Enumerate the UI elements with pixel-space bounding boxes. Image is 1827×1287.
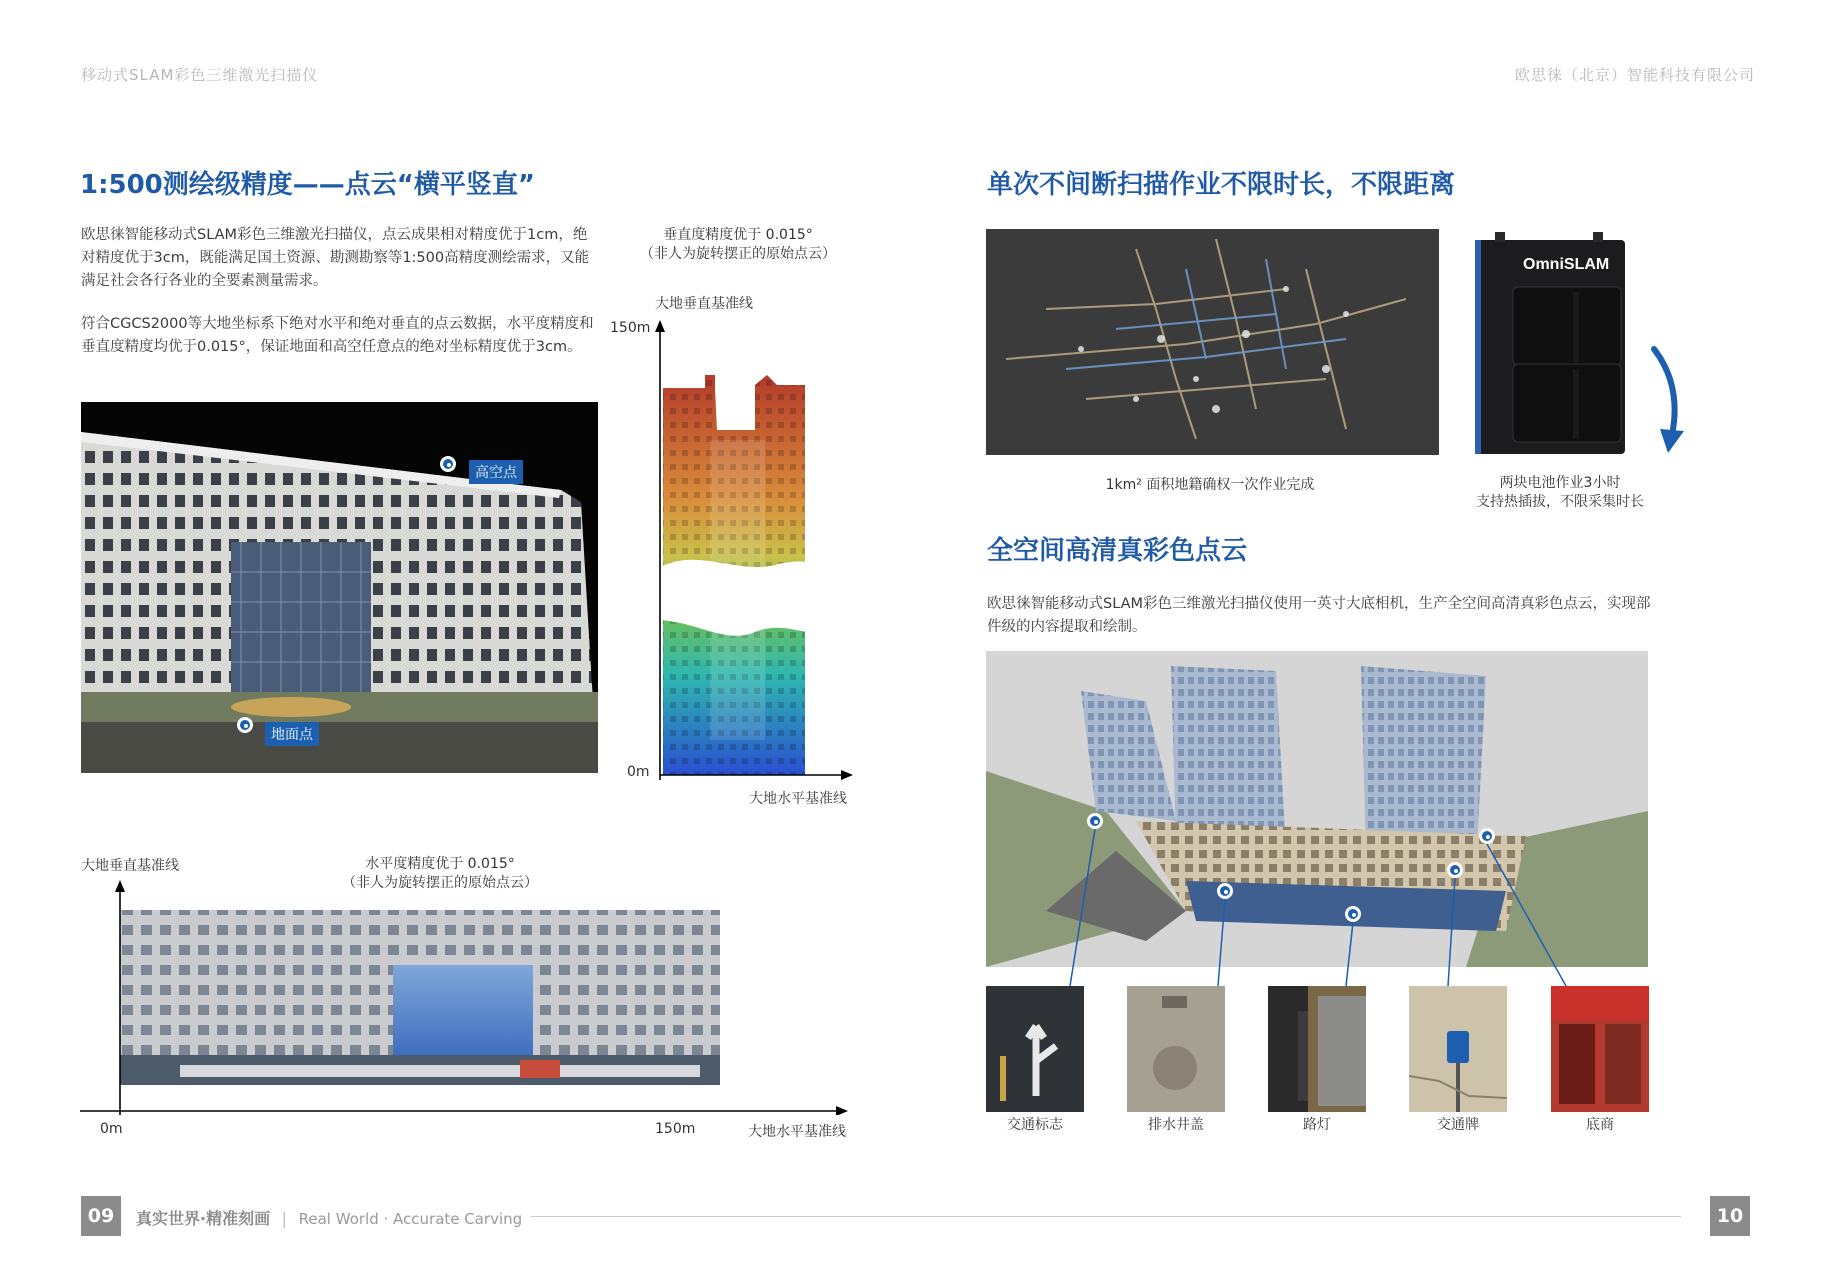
footer-slogan-en: Real World · Accurate Carving <box>298 1210 523 1228</box>
vertical-accuracy-chart <box>655 320 855 780</box>
manhole-drawing <box>1127 986 1225 1112</box>
high-point-pin-icon <box>440 456 456 472</box>
vertical-chart-y-top: 150m <box>610 320 651 336</box>
thumb-streetlight-image <box>1268 986 1366 1112</box>
thumb-shopfront-image <box>1551 986 1649 1112</box>
road-arrow-drawing <box>986 986 1084 1112</box>
footer-slogan-cn: 真实世界·精准刻画 <box>136 1209 271 1228</box>
omnislam-device-image <box>1473 232 1643 457</box>
device-brand-label: OmniSLAM <box>1523 256 1610 273</box>
building-facade-drawing <box>81 402 598 773</box>
left-page-title: 1:500测绘级精度——点云“横平竖直” <box>80 170 535 200</box>
footer-divider: | <box>281 1209 288 1228</box>
device-caption-line2: 支持热插拔，不限采集时长 <box>1476 494 1644 510</box>
right-page-title-1: 单次不间断扫描作业不限时长，不限距离 <box>987 170 1456 200</box>
vertical-chart-building-shape <box>655 375 825 775</box>
thumb-manhole-image <box>1127 986 1225 1112</box>
horizontal-accuracy-chart <box>80 880 850 1115</box>
traffic-sign-drawing <box>1409 986 1507 1112</box>
ground-point-pin-icon <box>237 717 253 733</box>
right-page-title-2: 全空间高清真彩色点云 <box>987 536 1248 566</box>
ground-point-tag: 地面点 <box>265 722 319 746</box>
header-right-text: 欧思徕（北京）智能科技有限公司 <box>1514 66 1755 84</box>
right-page-number: 10 <box>1710 1196 1750 1236</box>
thumb-traffic-marking-image <box>986 986 1084 1112</box>
header-left-text: 移动式SLAM彩色三维激光扫描仪 <box>81 66 319 84</box>
horizontal-chart-x-axis-label: 大地水平基准线 <box>748 1124 846 1140</box>
horizontal-chart-x-arrow-icon <box>836 1106 848 1115</box>
horizontal-chart-building-shape <box>120 910 720 1085</box>
vertical-chart-y-axis-label: 大地垂直基准线 <box>655 296 753 312</box>
streetlight-drawing <box>1268 986 1366 1112</box>
vertical-chart-x-arrow-icon <box>841 770 853 780</box>
horizontal-caption-line1: 水平度精度优于 0.015° <box>365 856 515 872</box>
city-map-drawing <box>986 229 1439 455</box>
intro-paragraph-1: 欧思徕智能移动式SLAM彩色三维激光扫描仪，点云成果相对精度优于1cm，绝对精度优于3cm，既能满足国土资源、勘测勘察等1:500高精度测绘需求，又能满足社会各行各业的全要素测量需求。 <box>81 227 590 289</box>
horizontal-chart-y-axis-label: 大地垂直基准线 <box>81 858 179 874</box>
thumb-caption-2: 排水井盖 <box>1148 1117 1204 1133</box>
vertical-chart-x-axis-label: 大地水平基准线 <box>749 791 847 807</box>
building-pointcloud-image <box>81 402 598 773</box>
vertical-accuracy-caption <box>638 226 838 264</box>
horizontal-chart-y-arrow-icon <box>115 880 125 892</box>
city-pointcloud-map-image <box>986 229 1439 455</box>
horizontal-chart-x-end: 150m <box>655 1121 696 1137</box>
thumb-caption-5: 底商 <box>1586 1117 1614 1133</box>
horizontal-chart-x-start: 0m <box>100 1121 123 1137</box>
vertical-caption-line1: 垂直度精度优于 0.015° <box>663 227 813 243</box>
shopfront-drawing <box>1551 986 1649 1112</box>
intro-paragraph-2: 符合CGCS2000等大地坐标系下绝对水平和绝对垂直的点云数据，水平度精度和垂直度精度均优于0.015°，保证地面和高空任意点的绝对坐标精度优于3cm。 <box>81 316 594 355</box>
footer-slogan <box>136 1206 522 1229</box>
horizontal-caption-line2: （非人为旋转摆正的原始点云） <box>342 875 538 891</box>
right-page-paragraph: 欧思徕智能移动式SLAM彩色三维激光扫描仪使用一英寸大底相机，生产全空间高清真彩色点云，实现部件级的内容提取和绘制。 <box>987 596 1651 635</box>
pin-leader-lines <box>986 651 1648 991</box>
thumb-caption-1: 交通标志 <box>1007 1117 1063 1133</box>
device-caption-line1: 两块电池作业3小时 <box>1499 475 1621 491</box>
high-point-tag: 高空点 <box>469 460 523 484</box>
thumb-caption-3: 路灯 <box>1303 1117 1331 1133</box>
vertical-chart-y-arrow-icon <box>655 320 665 332</box>
vertical-caption-line2: （非人为旋转摆正的原始点云） <box>640 246 836 262</box>
device-caption <box>1455 474 1665 512</box>
curved-arrow-icon <box>1648 345 1688 457</box>
vertical-chart-y-bottom: 0m <box>627 764 650 780</box>
footer-rule <box>531 1216 1681 1217</box>
thumb-traffic-sign-image <box>1409 986 1507 1112</box>
left-page-number: 09 <box>81 1196 121 1236</box>
map-caption: 1km² 面积地籍确权一次作业完成 <box>1105 477 1315 493</box>
thumb-caption-4: 交通牌 <box>1437 1117 1479 1133</box>
